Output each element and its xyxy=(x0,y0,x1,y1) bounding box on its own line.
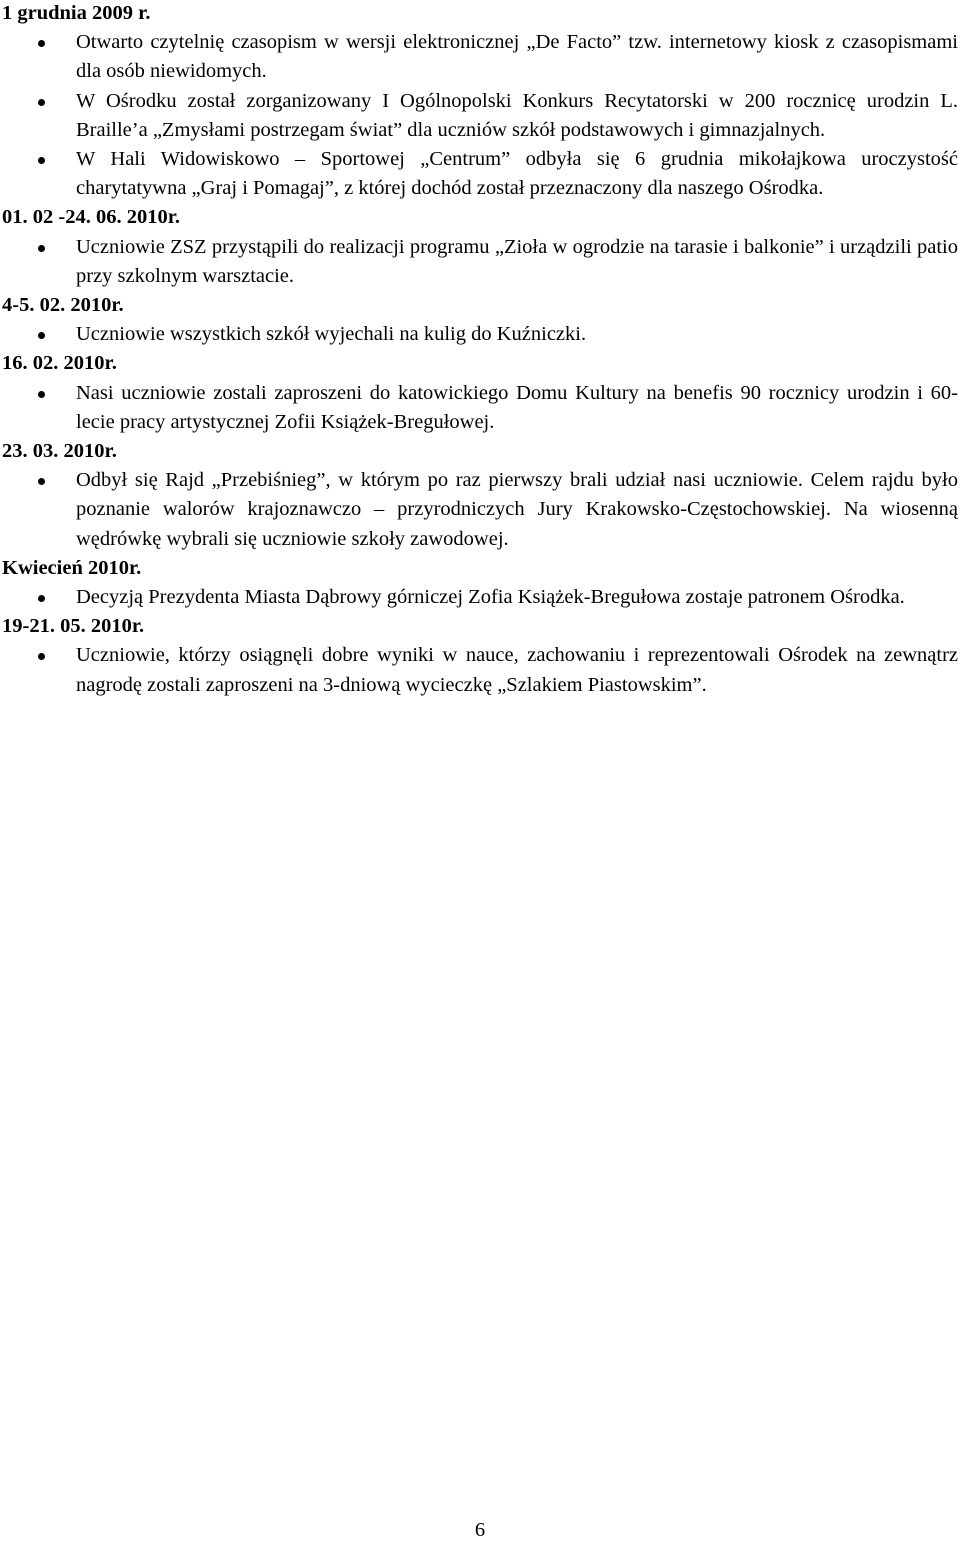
list-item-text: Uczniowie wszystkich szkół wyjechali na kulig do Kuźniczki. xyxy=(76,323,587,346)
bullet-icon xyxy=(38,478,45,485)
section xyxy=(2,612,958,700)
section-entries xyxy=(2,320,958,349)
bullet-icon xyxy=(38,332,45,339)
section-entries xyxy=(2,641,958,699)
bullet-icon xyxy=(38,653,45,660)
list-item-text: Uczniowie ZSZ przystąpili do realizacji programu „Zioła w ogrodzie na tarasie i balkonie” i urządzili patio przy szkolnym warsztacie. xyxy=(76,235,958,287)
list-item-text: Odbył się Rajd „Przebiśnieg”, w którym po raz pierwszy brali udział nasi uczniowie. Celem rajdu było poznanie walorów krajoznawczo – przyrodniczych Jury Krakowsko-Częstochowskiej. Na wiosenną wędrówkę wybrali się uczniowie szkoły zawodowej. xyxy=(76,469,958,550)
section-date: Kwiecień 2010r. xyxy=(2,556,142,579)
bullet-icon xyxy=(38,40,45,47)
section-entries xyxy=(2,28,958,203)
list-item-text: Decyzją Prezydenta Miasta Dąbrowy górniczej Zofia Książek-Bregułowa zostaje patronem Ośrodka. xyxy=(76,586,905,609)
bullet-icon xyxy=(38,595,45,602)
bullet-icon xyxy=(38,245,45,252)
bullet-icon xyxy=(38,391,45,398)
list-item xyxy=(2,466,958,554)
section xyxy=(2,203,958,291)
list-item xyxy=(2,379,958,437)
section xyxy=(2,349,958,437)
list-item-text: W Hali Widowiskowo – Sportowej „Centrum” odbyła się 6 grudnia mikołajkowa uroczystość charytatywna „Graj i Pomagaj”, z której dochód został przeznaczony dla naszego Ośrodka. xyxy=(76,148,958,200)
section-entries xyxy=(2,583,958,612)
list-item xyxy=(2,145,958,203)
section-date: 01. 02 -24. 06. 2010r. xyxy=(2,206,181,229)
list-item-text: Uczniowie, którzy osiągnęli dobre wyniki w nauce, zachowaniu i reprezentowali Ośrodek na zewnątrz nagrodę zostali zaproszeni na 3-dniową wycieczkę „Szlakiem Piastowskim”. xyxy=(76,644,958,696)
list-item xyxy=(2,233,958,291)
page-number: 6 xyxy=(474,1519,486,1541)
section-date: 23. 03. 2010r. xyxy=(2,440,117,463)
section xyxy=(2,437,958,554)
list-item xyxy=(2,28,958,86)
list-item xyxy=(2,320,958,349)
list-item xyxy=(2,583,958,612)
section-entries xyxy=(2,379,958,437)
section-date: 1 grudnia 2009 r. xyxy=(2,2,151,24)
list-item-text: Nasi uczniowie zostali zaproszeni do katowickiego Domu Kultury na benefis 90 rocznicy urodzin i 60-lecie pracy artystycznej Zofii Książek-Bregułowej. xyxy=(76,381,958,433)
bullet-icon xyxy=(38,99,45,106)
bullet-icon xyxy=(38,157,45,164)
section-date: 16. 02. 2010r. xyxy=(2,352,117,375)
section xyxy=(2,291,958,349)
list-item xyxy=(2,641,958,699)
list-item-text: W Ośrodku został zorganizowany I Ogólnopolski Konkurs Recytatorski w 200 rocznicę urodzin L. Braille’a „Zmysłami postrzegam świat” dla uczniów szkół podstawowych i gimnazjalnych. xyxy=(76,89,958,141)
section-date: 4-5. 02. 2010r. xyxy=(2,294,124,317)
list-item-text: Otwarto czytelnię czasopism w wersji elektronicznej „De Facto” tzw. internetowy kiosk z czasopismami dla osób niewidomych. xyxy=(76,31,958,83)
section xyxy=(2,554,958,612)
section-entries xyxy=(2,466,958,554)
list-item xyxy=(2,87,958,145)
section xyxy=(2,0,958,203)
section-date: 19-21. 05. 2010r. xyxy=(2,615,145,638)
document-content xyxy=(2,0,958,700)
section-entries xyxy=(2,233,958,291)
